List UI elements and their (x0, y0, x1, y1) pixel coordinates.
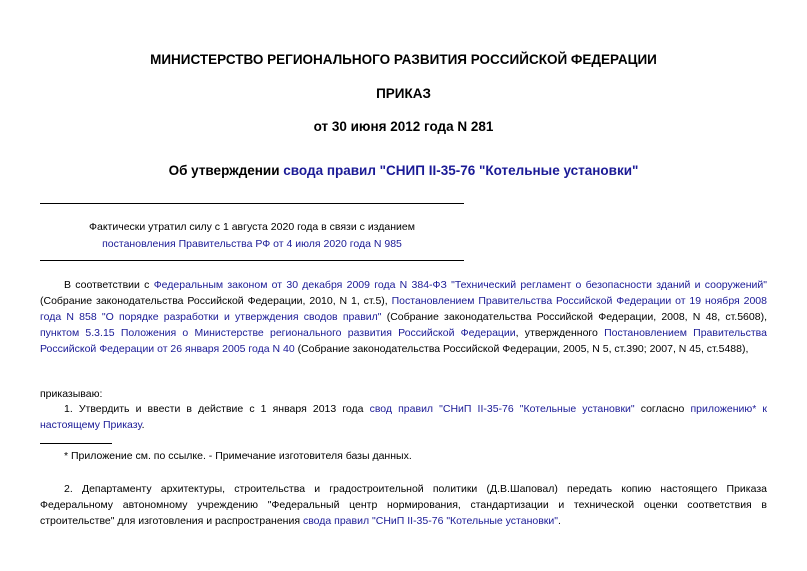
intro-text-4: , утвержденного (515, 327, 605, 339)
footnote-rule (40, 443, 112, 444)
item2-text-1: 2. Департаменту архитектуры, строительства и градостроительной политики (Д.В.Шаповал) передать копию настоящего Приказа Федеральному автономному учреждению "Федеральный центр нормирования, стандартизации и технической оценки соответствия в строительстве" для изготовления и распространения (40, 483, 767, 527)
item1-rules-link[interactable]: свод правил "СНиП II-35-76 "Котельные установки" (369, 403, 635, 415)
document-title (0, 163, 807, 179)
status-bottom-rule (40, 260, 464, 261)
federal-law-link[interactable]: Федеральным законом от 30 декабря 2009 года N 384-ФЗ "Технический регламент о безопасности зданий и сооружений" (153, 279, 767, 291)
regulation-clause-link[interactable]: пунктом 5.3.15 Положения о Министерстве регионального развития Российской Федерации (40, 327, 516, 339)
appendix-link[interactable]: приложению* к настоящему Приказу (40, 403, 768, 431)
item1-text-3: . (141, 419, 145, 431)
title-prefix: Об утверждении (168, 163, 284, 178)
order-label: ПРИКАЗ (376, 86, 431, 101)
intro-text-2: (Собрание законодательства Российской Федерации, 2010, N 1, ст.5), (40, 295, 392, 307)
decree-858-link[interactable]: Постановлением Правительства Российской Федерации от 19 ноября 2008 года N 858 "О порядке разработки и утверждения сводов правил" (40, 295, 767, 323)
intro-text-3: (Собрание законодательства Российской Федерации, 2008, N 48, ст.5608), (381, 311, 767, 323)
intro-text-1: В соответствии с (64, 279, 154, 291)
order-date: от 30 июня 2012 года N 281 (313, 119, 494, 134)
order-verb: приказываю: (40, 388, 103, 400)
repeal-decree-link[interactable]: постановления Правительства РФ от 4 июля 2020 года N 985 (102, 238, 402, 250)
item2-rules-link[interactable]: свода правил "СНиП II-35-76 "Котельные установки" (302, 515, 558, 527)
decree-40-link[interactable]: Постановлением Правительства Российской Федерации от 26 января 2005 года N 40 (40, 327, 767, 355)
item1-text-1: 1. Утвердить и ввести в действие с 1 января 2013 года (64, 403, 370, 415)
item2-text-2: . (557, 515, 561, 527)
status-top-rule (40, 203, 464, 204)
title-link[interactable]: свода правил "СНИП II-35-76 "Котельные установки" (283, 163, 639, 178)
status-note: Фактически утратил силу с 1 августа 2020 года в связи с изданием (89, 221, 415, 233)
intro-paragraph (40, 277, 767, 357)
ministry-heading: МИНИСТЕРСТВО РЕГИОНАЛЬНОГО РАЗВИТИЯ РОССИЙСКОЙ ФЕДЕРАЦИИ (150, 52, 657, 67)
intro-text-5: (Собрание законодательства Российской Федерации, 2005, N 5, ст.390; 2007, N 45, ст.5488), (294, 343, 749, 355)
item1-text-2: согласно (634, 403, 691, 415)
order-item-2 (40, 481, 767, 529)
status-note-link-line (40, 236, 464, 253)
footnote: * Приложение см. по ссылке. - Примечание изготовителя базы данных. (64, 450, 412, 462)
order-item-1 (40, 401, 767, 433)
